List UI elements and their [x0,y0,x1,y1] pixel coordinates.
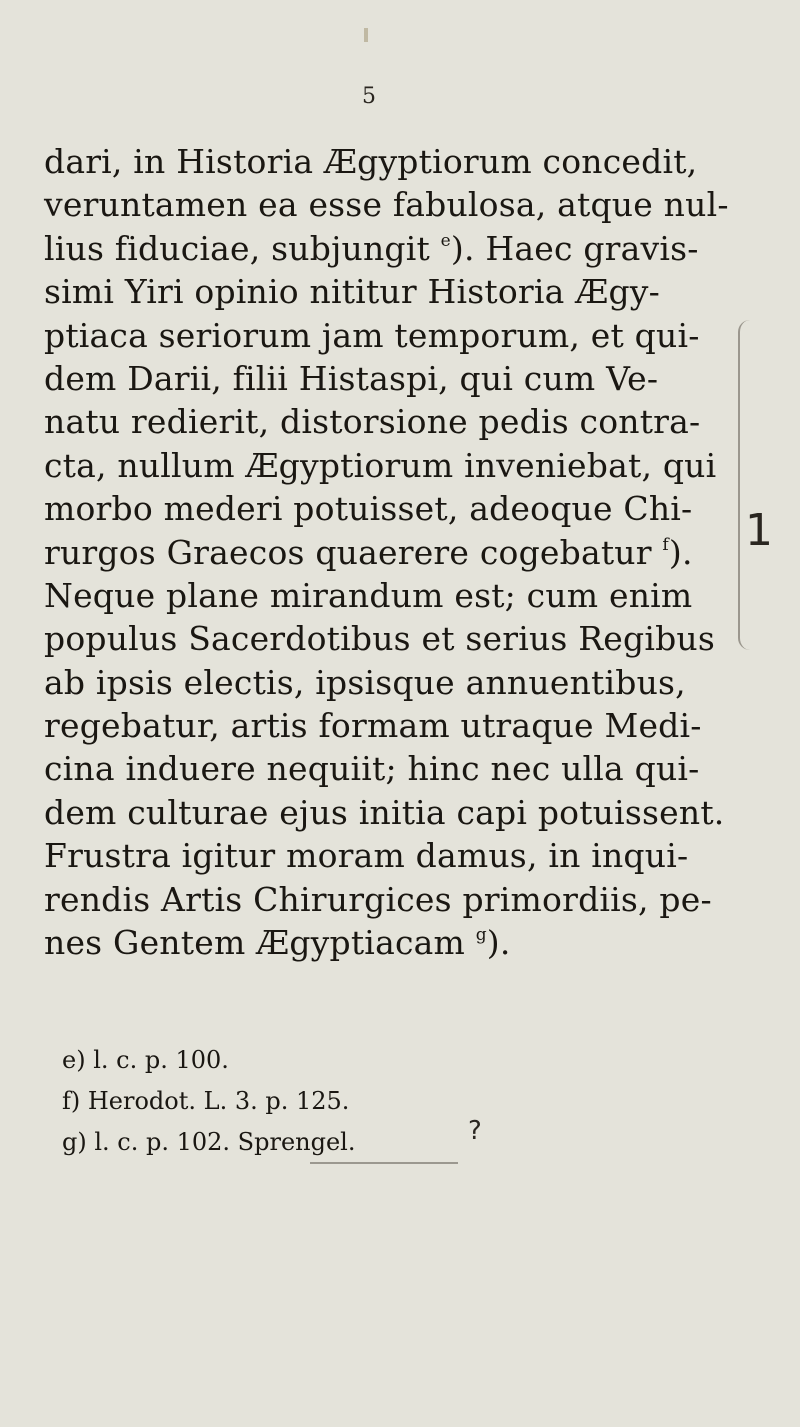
text-line-11: Neque plane mirandum est; cum enim [44,575,693,615]
text-line-13: ab ipsis electis, ipsisque annuentibus, [44,662,686,702]
text-line-10-main: rurgos Graecos quaerere cogebatur [44,532,652,572]
text-line-1: dari, in Historia Ægyptiorum concedit, [44,142,698,181]
text-line-19 [44,921,744,964]
text-line-15: cina induere nequiit; hinc nec ulla qui- [44,749,700,789]
footnote-f: f) Herodot. L. 3. p. 125. [62,1087,350,1115]
text-line-4: simi Yiri opinio nititur Historia Ægy- [44,272,660,312]
paper-stain [364,28,368,42]
text-line-18: rendis Artis Chirurgices primordiis, pe- [44,879,712,919]
text-line-16: dem culturae ejus initia capi potuissent. [44,792,725,832]
text-line-19-tail: ). [486,923,511,963]
text-line-10 [44,531,744,574]
footnote-e: e) l. c. p. 100. [62,1046,229,1074]
text-line-9: morbo mederi potuisset, adeoque Chi- [44,489,693,529]
text-line-3-tail: ). Haec gravis- [450,228,699,268]
text-line-12: populus Sacerdotibus et serius Regibus [44,619,715,659]
text-line-6: dem Darii, filii Histaspi, qui cum Ve- [44,358,659,398]
footnote-g: g) l. c. p. 102. Sprengel. [62,1128,356,1156]
footnote-ref-g: g [475,925,487,946]
margin-note: 1 [745,505,773,556]
text-line-19-main: nes Gentem Ægyptiacam [44,923,465,963]
text-line-10-tail: ). [668,532,693,572]
text-line-2: veruntamen ea esse fabulosa, atque nul- [44,185,729,225]
handwritten-mark: ? [468,1116,482,1146]
text-line-3 [44,227,744,270]
footnotes [62,1040,662,1163]
text-line-3-main: lius fiduciae, subjungit [44,228,430,268]
text-line-5: ptiaca seriorum jam temporum, et qui- [44,315,700,355]
text-line-7: natu redierit, distorsione pedis contra- [44,402,701,442]
body-text [44,140,744,964]
text-line-17: Frustra igitur moram damus, in inqui- [44,836,689,876]
page-number: 5 [362,84,376,109]
handwritten-underline [310,1162,458,1164]
text-line-8: cta, nullum Ægyptiorum inveniebat, qui [44,445,717,485]
footnote-ref-f: f [662,534,669,555]
margin-bracket [738,320,754,650]
footnote-ref-e: e [440,230,451,251]
text-line-14: regebatur, artis formam utraque Medi- [44,706,702,746]
